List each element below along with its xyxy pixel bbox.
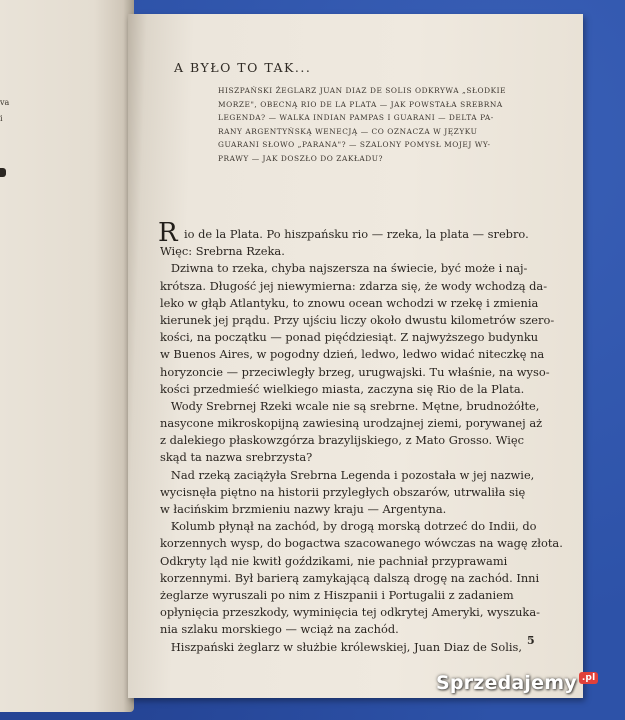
body-line: nia szlaku morskiego — wciąż na zachód. bbox=[160, 622, 399, 637]
body-line: kości, na początku — ponad pięćdziesiąt. Z najwyższego budynku bbox=[160, 330, 539, 345]
chapter-title: A BYŁO TO TAK... bbox=[174, 60, 312, 75]
watermark-badge: .pl bbox=[579, 672, 599, 684]
body-line: wycisnęła piętno na historii przyległych obszarów, utrwaliła się bbox=[160, 484, 526, 499]
body-line: korzennych wysp, do bogactwa szacowanego wówczas na wagę złota. bbox=[160, 536, 563, 551]
body-line: Hiszpański żeglarz w służbie królewskiej, Juan Diaz de Solis, bbox=[160, 639, 522, 654]
body-line: opłynięcia przeszkody, wyminięcia tej odkrytej Ameryki, wyszuka- bbox=[160, 605, 540, 620]
body-line: w Buenos Aires, w pogodny dzień, ledwo, ledwo widać niteczkę na bbox=[160, 347, 545, 362]
body-line: Nad rzeką zaciążyła Srebrna Legenda i pozostała w jej nazwie, bbox=[160, 467, 535, 482]
body-line: żeglarze wyruszali po nim z Hiszpanii i Portugalii z zadaniem bbox=[160, 587, 514, 602]
left-page-mark bbox=[0, 168, 6, 177]
left-page-fragment: va bbox=[0, 98, 10, 107]
summary-line: RANY ARGENTYŃSKĄ WENECJĄ — CO OZNACZA W JĘZYKU bbox=[218, 126, 478, 136]
body-line: kierunek jej prądu. Przy ujściu liczy około dwustu kilometrów szero- bbox=[160, 312, 555, 327]
summary-line: PRAWY — JAK DOSZŁO DO ZAKŁADU? bbox=[218, 153, 384, 163]
body-line: korzennymi. Był barierą zamykającą dalszą drogę na zachód. Inni bbox=[160, 570, 540, 585]
body-first-line: io de la Plata. Po hiszpańsku rio — rzeka, la plata — srebro. bbox=[184, 227, 529, 241]
body-line: kości przedmieść wielkiego miasta, zaczyna się Rio de la Plata. bbox=[160, 381, 525, 396]
body-line: horyzoncie — przeciwległy brzeg, urugwajski. Tu właśnie, na wyso- bbox=[160, 364, 550, 379]
body-line: skąd ta nazwa srebrzysta? bbox=[160, 450, 313, 465]
left-page-fragment: i bbox=[0, 114, 3, 123]
summary-line: HISZPAŃSKI ŻEGLARZ JUAN DIAZ DE SOLIS ODKRYWA „SŁODKIE bbox=[218, 86, 507, 95]
watermark-text: Sprzedajemy bbox=[436, 672, 577, 694]
page-number: 5 bbox=[527, 634, 535, 647]
body-line: Wody Srebrnej Rzeki wcale nie są srebrne. Mętne, brudnożółte, bbox=[160, 398, 540, 413]
body-line: Kolumb płynął na zachód, by drogą morską dotrzeć do Indii, do bbox=[160, 519, 537, 534]
body-line: leko w głąb Atlantyku, to znowu ocean wchodzi w rzekę i zmienia bbox=[160, 295, 539, 310]
body-line: Odkryty ląd nie kwitł goździkami, nie pachniał przyprawami bbox=[160, 553, 508, 568]
body-line: Dziwna to rzeka, chyba najszersza na świecie, być może i naj- bbox=[160, 261, 528, 276]
summary-line: GUARANI SŁOWO „PARANA"? — SZALONY POMYSŁ MOJEJ WY- bbox=[218, 140, 491, 150]
chapter-summary bbox=[218, 84, 536, 166]
summary-line: MORZE", OBECNĄ RIO DE LA PLATA — JAK POWSTAŁA SREBRNA bbox=[218, 99, 503, 109]
drop-cap: R bbox=[158, 218, 178, 248]
summary-line: LEGENDA? — WALKA INDIAN PAMPAS I GUARANI — DELTA PA- bbox=[218, 113, 494, 123]
site-watermark bbox=[436, 672, 598, 694]
body-text bbox=[160, 243, 563, 656]
body-line: z dalekiego płaskowzgórza brazylijskiego, z Mato Grosso. Więc bbox=[160, 433, 524, 448]
body-line: Więc: Srebrna Rzeka. bbox=[160, 244, 285, 259]
body-line: w łacińskim brzmieniu nazwy kraju — Argentyna. bbox=[160, 502, 447, 516]
left-page-edge bbox=[0, 0, 134, 712]
body-line: nasycone mikroskopijną zawiesiną urodzajnej ziemi, porywanej aż bbox=[160, 416, 543, 431]
body-line: krótsza. Długość jej niewymierna: zdarza się, że wody wchodzą da- bbox=[160, 278, 548, 293]
